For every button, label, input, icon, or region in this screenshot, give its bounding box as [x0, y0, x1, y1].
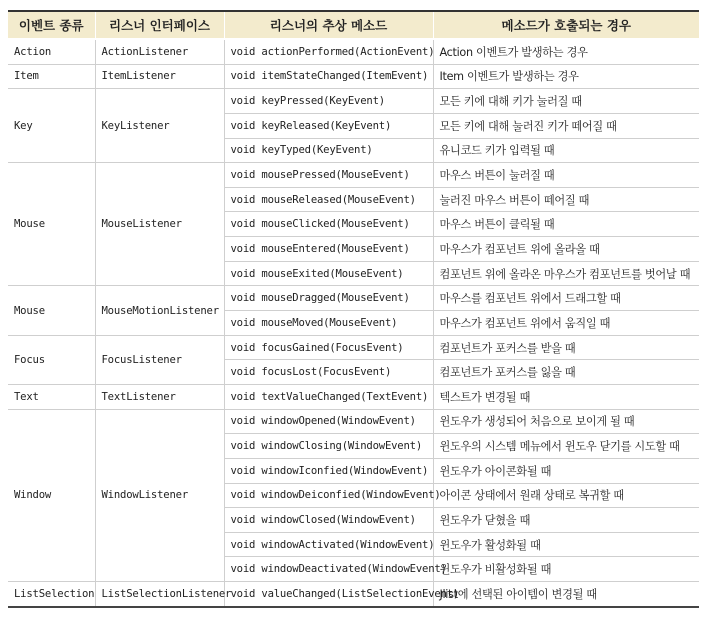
method-cell: void mouseReleased(MouseEvent): [224, 187, 433, 212]
event-type-cell: Window: [8, 409, 95, 581]
when-called-cell: 컴포넌트 위에 올라온 마우스가 컴포넌트를 벗어날 때: [433, 261, 699, 286]
when-called-cell: Jlist에 선택된 아이템이 변경될 때: [433, 582, 699, 607]
method-cell: void windowClosed(WindowEvent): [224, 508, 433, 533]
method-cell: void windowClosing(WindowEvent): [224, 434, 433, 459]
listener-interface-cell: ActionListener: [95, 39, 224, 64]
event-type-cell: Item: [8, 64, 95, 89]
when-called-cell: 유니코드 키가 입력될 때: [433, 138, 699, 163]
when-called-cell: 아이콘 상태에서 원래 상태로 복귀할 때: [433, 483, 699, 508]
header-row: [8, 11, 699, 39]
when-called-cell: 마우스를 컴포넌트 위에서 드래그할 때: [433, 286, 699, 311]
when-called-cell: 컴포넌트가 포커스를 잃을 때: [433, 360, 699, 385]
when-called-cell: Item 이벤트가 발생하는 경우: [433, 64, 699, 89]
method-cell: void valueChanged(ListSelectionEvent): [224, 582, 433, 607]
when-called-cell: Action 이벤트가 발생하는 경우: [433, 39, 699, 64]
when-called-cell: 모든 키에 대해 눌러진 키가 떼어질 때: [433, 113, 699, 138]
method-cell: void mouseMoved(MouseEvent): [224, 311, 433, 336]
event-type-cell: Mouse: [8, 163, 95, 286]
method-cell: void windowOpened(WindowEvent): [224, 409, 433, 434]
method-cell: void keyTyped(KeyEvent): [224, 138, 433, 163]
when-called-cell: 텍스트가 변경될 때: [433, 384, 699, 409]
header-event-type: 이벤트 종류: [8, 11, 95, 39]
method-cell: void keyPressed(KeyEvent): [224, 89, 433, 114]
method-cell: void focusLost(FocusEvent): [224, 360, 433, 385]
when-called-cell: 마우스 버튼이 클릭될 때: [433, 212, 699, 237]
table-row: [8, 335, 699, 360]
when-called-cell: 윈도우의 시스템 메뉴에서 윈도우 닫기를 시도할 때: [433, 434, 699, 459]
when-called-cell: 컴포넌트가 포커스를 받을 때: [433, 335, 699, 360]
table-body: [8, 39, 699, 607]
method-cell: void windowActivated(WindowEvent): [224, 532, 433, 557]
listener-interface-cell: KeyListener: [95, 89, 224, 163]
table-row: [8, 64, 699, 89]
header-abstract-method: 리스너의 추상 메소드: [224, 11, 433, 39]
method-cell: void textValueChanged(TextEvent): [224, 384, 433, 409]
table-row: [8, 384, 699, 409]
event-type-cell: Action: [8, 39, 95, 64]
method-cell: void mouseEntered(MouseEvent): [224, 237, 433, 262]
event-type-cell: ListSelection: [8, 582, 95, 607]
method-cell: void mouseDragged(MouseEvent): [224, 286, 433, 311]
event-listener-table: [8, 10, 699, 608]
when-called-cell: 마우스가 컴포넌트 위에서 움직일 때: [433, 311, 699, 336]
method-cell: void windowDeactivated(WindowEvent): [224, 557, 433, 582]
when-called-cell: 눌러진 마우스 버튼이 떼어질 때: [433, 187, 699, 212]
method-cell: void windowDeiconfied(WindowEvent): [224, 483, 433, 508]
method-cell: void mousePressed(MouseEvent): [224, 163, 433, 188]
event-type-cell: Text: [8, 384, 95, 409]
when-called-cell: 마우스 버튼이 눌러질 때: [433, 163, 699, 188]
table-row: [8, 409, 699, 434]
method-cell: void windowIconfied(WindowEvent): [224, 458, 433, 483]
listener-interface-cell: ItemListener: [95, 64, 224, 89]
listener-interface-cell: MouseListener: [95, 163, 224, 286]
method-cell: void mouseClicked(MouseEvent): [224, 212, 433, 237]
method-cell: void actionPerformed(ActionEvent): [224, 39, 433, 64]
header-listener-interface: 리스너 인터페이스: [95, 11, 224, 39]
method-cell: void itemStateChanged(ItemEvent): [224, 64, 433, 89]
when-called-cell: 윈도우가 활성화될 때: [433, 532, 699, 557]
table-row: [8, 89, 699, 114]
listener-interface-cell: WindowListener: [95, 409, 224, 581]
event-type-cell: Focus: [8, 335, 95, 384]
event-type-cell: Mouse: [8, 286, 95, 335]
event-type-cell: Key: [8, 89, 95, 163]
method-cell: void keyReleased(KeyEvent): [224, 113, 433, 138]
table-row: [8, 286, 699, 311]
table-row: [8, 582, 699, 607]
when-called-cell: 윈도우가 비활성화될 때: [433, 557, 699, 582]
when-called-cell: 윈도우가 생성되어 처음으로 보이게 될 때: [433, 409, 699, 434]
method-cell: void focusGained(FocusEvent): [224, 335, 433, 360]
when-called-cell: 모든 키에 대해 키가 눌러질 때: [433, 89, 699, 114]
header-when-called: 메소드가 호출되는 경우: [433, 11, 699, 39]
listener-interface-cell: TextListener: [95, 384, 224, 409]
method-cell: void mouseExited(MouseEvent): [224, 261, 433, 286]
table-row: [8, 163, 699, 188]
listener-interface-cell: MouseMotionListener: [95, 286, 224, 335]
when-called-cell: 윈도우가 아이콘화될 때: [433, 458, 699, 483]
listener-interface-cell: ListSelectionListener: [95, 582, 224, 607]
listener-interface-cell: FocusListener: [95, 335, 224, 384]
when-called-cell: 윈도우가 닫혔을 때: [433, 508, 699, 533]
table-row: [8, 39, 699, 64]
when-called-cell: 마우스가 컴포넌트 위에 올라올 때: [433, 237, 699, 262]
